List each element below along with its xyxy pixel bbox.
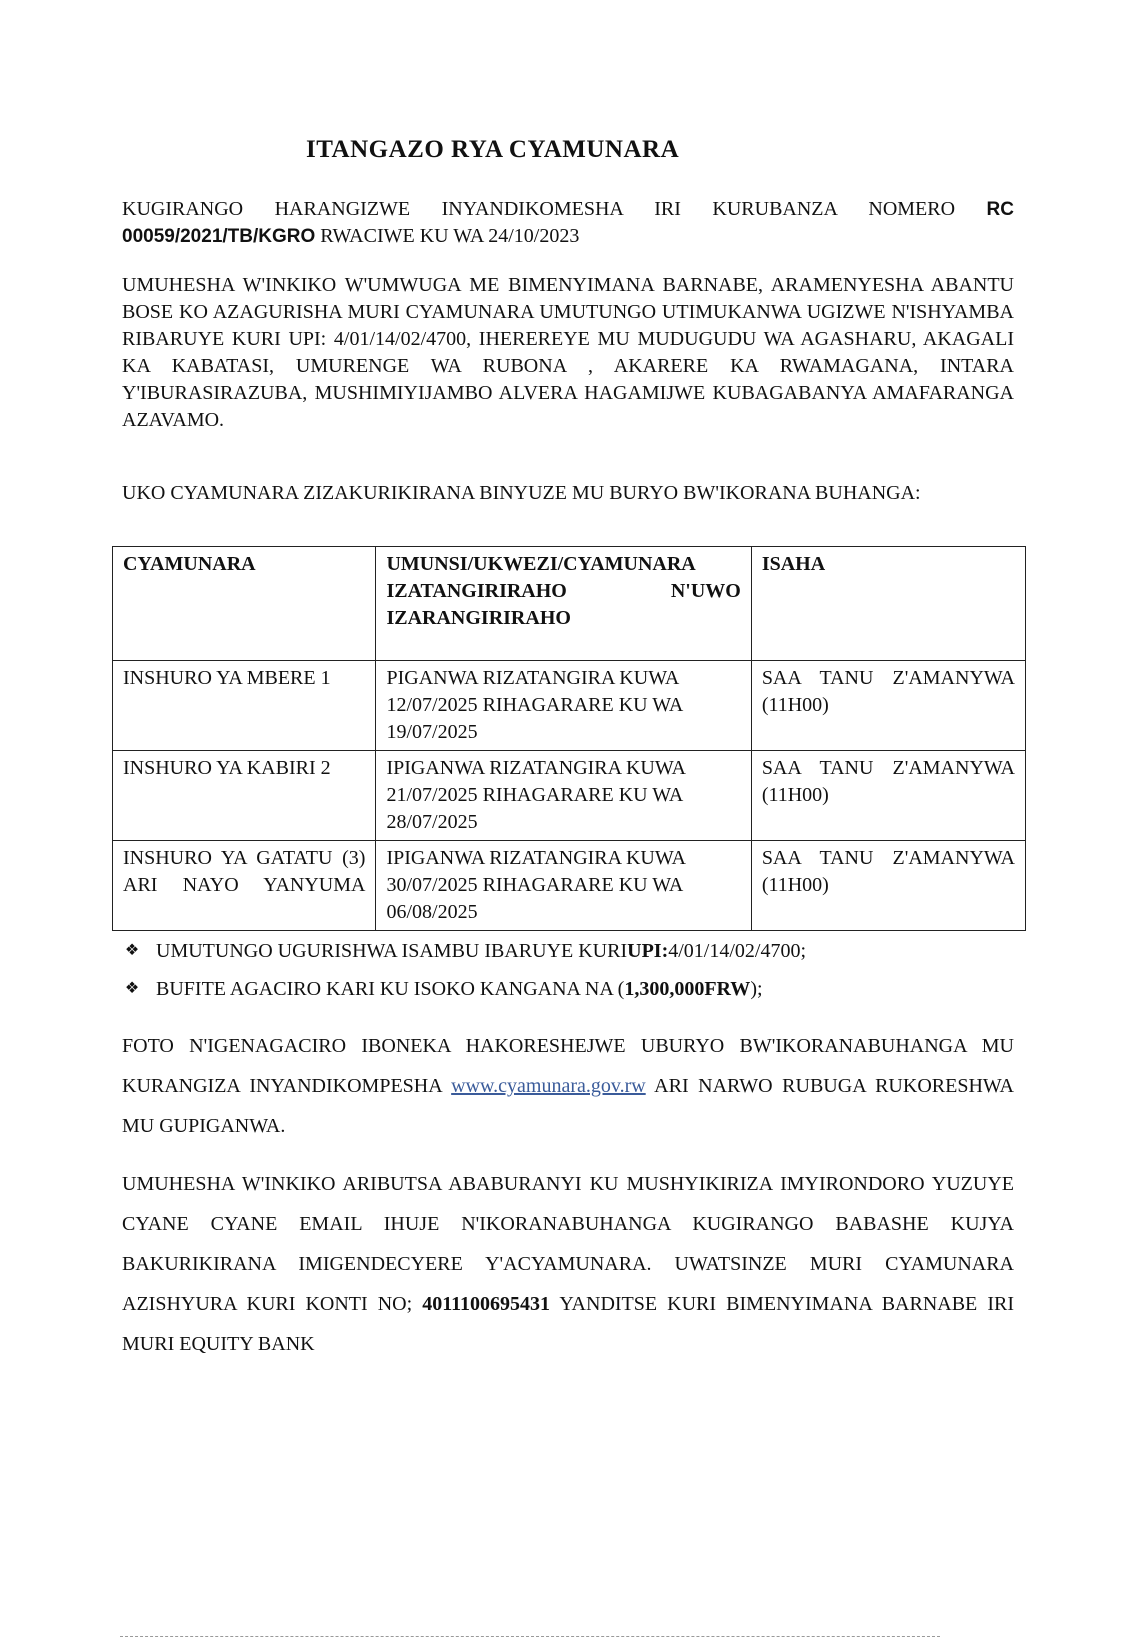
method-paragraph: UKO CYAMUNARA ZIZAKURIKIRANA BINYUZE MU BURYO BW'IKORANA BUHANGA: bbox=[122, 482, 921, 504]
table-header-row bbox=[113, 547, 1026, 661]
auction-schedule-table bbox=[112, 546, 1026, 931]
diamond-bullet-icon: ❖ bbox=[124, 980, 140, 997]
header-dates-text: UMUNSI/UKWEZI/CYAMUNARA IZATANGIRIRAHO N'UWO IZARANGIRIRAHO bbox=[386, 553, 741, 629]
dates-cell: IPIGANWA RIZATANGIRA KUWA 21/07/2025 RIHAGARARE KU WA 28/07/2025 bbox=[376, 751, 751, 841]
photo-text: FOTO N'IGENAGACIRO IBONEKA HAKORESHEJWE UBURYO BW'IKORANABUHANGA MU KURANGIZA INYANDIKOMPESHA bbox=[122, 1035, 1014, 1097]
header-time: ISAHA bbox=[751, 547, 1025, 661]
intro-text: KUGIRANGO HARANGIZWE INYANDIKOMESHA IRI KURUBANZA NOMERO bbox=[122, 198, 987, 220]
list-item bbox=[122, 970, 806, 1008]
table-row bbox=[113, 841, 1026, 931]
header-dates bbox=[376, 547, 751, 661]
time-text: SAA TANU Z'AMANYWA (11H00) bbox=[761, 847, 1015, 896]
page-bottom-divider bbox=[120, 1636, 940, 1637]
dates-cell: PIGANWA RIZATANGIRA KUWA 12/07/2025 RIHAGARARE KU WA 19/07/2025 bbox=[376, 661, 751, 751]
round-cell bbox=[113, 841, 376, 931]
website-link[interactable]: www.cyamunara.gov.rw bbox=[451, 1075, 646, 1097]
intro-date: RWACIWE KU WA 24/10/2023 bbox=[315, 225, 580, 247]
round-cell: INSHURO YA MBERE 1 bbox=[113, 661, 376, 751]
bullet-bold: 1,300,000FRW bbox=[624, 978, 751, 1000]
round-text: INSHURO YA GATATU (3) ARI NAYO YANYUMA bbox=[123, 847, 366, 896]
bailiff-text: UMUHESHA W'INKIKO ARIBUTSA ABABURANYI KU MUSHYIKIRIZA IMYIRONDORO YUZUYE CYANE CYANE EMAIL IHUJE N'IKORANABUHANGA KUGIRANGO BABASHE KUJYA BAKURIKIRANA IMIGENDECYERE Y'ACYAMUNARA. UWATSINZE MURI CYAMUNARA AZISHYURA KURI KONTI NO; bbox=[122, 1173, 1014, 1315]
document-title: ITANGAZO RYA CYAMUNARA bbox=[306, 136, 680, 163]
time-text: SAA TANU Z'AMANYWA (11H00) bbox=[761, 667, 1015, 716]
table-row bbox=[113, 661, 1026, 751]
list-item bbox=[122, 932, 806, 970]
bullet-text: BUFITE AGACIRO KARI KU ISOKO KANGANA NA ( bbox=[156, 978, 625, 1000]
account-number: 4011100695431 bbox=[422, 1293, 551, 1315]
property-bullets bbox=[122, 932, 806, 1008]
dates-cell: IPIGANWA RIZATANGIRA KUWA 30/07/2025 RIHAGARARE KU WA 06/08/2025 bbox=[376, 841, 751, 931]
round-cell: INSHURO YA KABIRI 2 bbox=[113, 751, 376, 841]
photo-tail: ARI NARWO RUBUGA RUKORESHWA MU GUPIGANWA. bbox=[122, 1075, 1014, 1137]
bailiff-tail: YANDITSE KURI BIMENYIMANA BARNABE IRI MURI EQUITY BANK bbox=[122, 1293, 1014, 1355]
photo-paragraph bbox=[122, 1026, 1014, 1146]
bullet-text: UMUTUNGO UGURISHWA ISAMBU IBARUYE KURI bbox=[156, 940, 628, 962]
bullet-tail: ); bbox=[750, 978, 763, 1000]
time-text: SAA TANU Z'AMANYWA (11H00) bbox=[761, 757, 1015, 806]
header-cyamunara: CYAMUNARA bbox=[113, 547, 376, 661]
case-number: RC 00059/2021/TB/KGRO bbox=[122, 199, 1014, 247]
time-cell bbox=[751, 841, 1025, 931]
intro-paragraph bbox=[122, 196, 1014, 250]
notice-paragraph: UMUHESHA W'INKIKO W'UMWUGA ME BIMENYIMANA BARNABE, ARAMENYESHA ABANTU BOSE KO AZAGURISHA MURI CYAMUNARA UMUTUNGO UTIMUKANWA UGIZWE N'ISHYAMBA RIBARUYE KURI UPI: 4/01/14/02/4700, IHEREREYE MU MUDUGUDU WA AGASHARU, AKAGALI KA KABATASI, UMURENGE WA RUBONA , AKARERE KA RWAMAGANA, INTARA Y'IBURASIRAZUBA, MUSHIMIYIJAMBO ALVERA HAGAMIJWE KUBAGABANYA AMAFARANGA AZAVAMO. bbox=[122, 274, 1014, 431]
diamond-bullet-icon: ❖ bbox=[124, 942, 140, 959]
bailiff-paragraph bbox=[122, 1164, 1014, 1364]
bullet-tail: 4/01/14/02/4700; bbox=[668, 940, 807, 962]
table-row bbox=[113, 751, 1026, 841]
time-cell bbox=[751, 751, 1025, 841]
bullet-bold: UPI: bbox=[627, 940, 669, 962]
time-cell bbox=[751, 661, 1025, 751]
